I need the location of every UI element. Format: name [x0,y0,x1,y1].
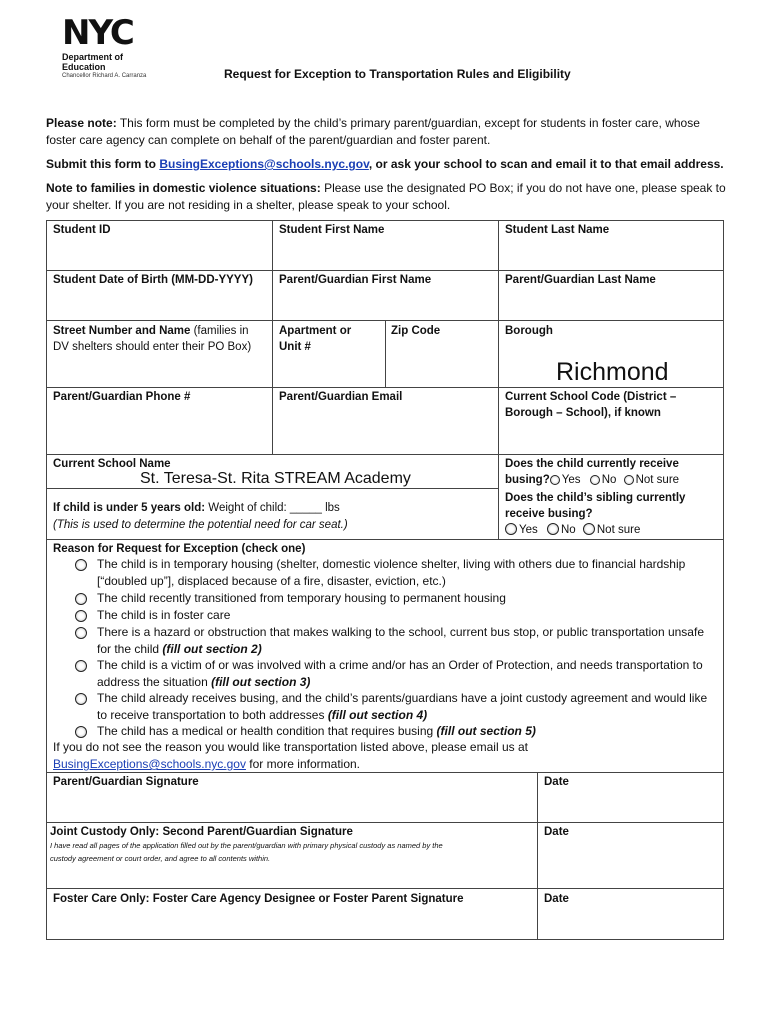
row-divider [46,387,724,388]
reason-5-radio[interactable] [75,660,87,672]
reason-6-radio[interactable] [75,693,87,705]
reason-footer-line2 [53,756,713,773]
guardian-last-name-field[interactable]: Parent/Guardian Last Name [505,274,656,286]
logo-dept-line1: Department of [62,52,124,62]
submit-email-link[interactable]: BusingExceptions@schools.nyc.gov [159,157,369,171]
reason-1 [97,556,722,590]
zip-code-field[interactable]: Zip Code [391,325,441,337]
apartment-line2: Unit # [279,341,311,353]
busing-q-line2-row [505,472,679,488]
dv-text: Please use the designated PO Box; if you do not have one, please speak to your shelter. If you are not residing in a shelter, please speak to your school. [46,181,726,212]
nyc-logo: NYC [62,13,133,53]
street-note-b: DV shelters should enter their PO Box) [53,341,252,353]
busing-no-radio[interactable] [590,475,600,485]
busing-q-line1: Does the child currently receive [505,458,679,470]
joint-note-line1: I have read all pages of the application filled out by the parent/guardian with primary physical custody as named by the [50,841,443,850]
logo-department [62,52,123,72]
guardian-first-name-field[interactable]: Parent/Guardian First Name [279,274,432,286]
reason-6-line2-row [97,707,722,724]
reason-3-radio[interactable] [75,610,87,622]
joint-signature-note [50,839,536,865]
sibling-yes-label: Yes [519,524,538,536]
page-title: Request for Exception to Transportation Rules and Eligibility [224,67,571,81]
student-id-field[interactable]: Student ID [53,224,111,236]
under5-text: Weight of child: _____ lbs [205,502,340,514]
sibling-no-label: No [560,524,576,536]
reason-6-line1: The child already receives busing, and the child’s parents/guardians have a joint custody agreement and would like [97,691,708,705]
busing-not-sure-label: Not sure [635,474,680,486]
reason-footer-text: If you do not see the reason you would like transportation listed above, please email us at [53,740,528,754]
sibling-options [505,522,685,538]
borough-field[interactable]: Borough [505,325,553,337]
row-divider [46,888,724,889]
sibling-no-radio[interactable] [547,523,559,535]
under5-field[interactable] [53,500,340,516]
reason-7-line1: The child has a medical or health condition that requires busing [97,724,437,738]
reason-1-radio[interactable] [75,559,87,571]
school-code-line1: Current School Code (District – [505,391,677,403]
row-divider [46,270,724,271]
note-label: Please note: [46,116,117,130]
apartment-field[interactable] [279,323,351,355]
joint-signature-date[interactable]: Date [544,826,569,838]
apartment-line1: Apartment or [279,325,352,337]
row-divider [46,454,724,455]
reason-5 [97,657,722,691]
school-code-line2: Borough – School), if known [505,407,661,419]
dv-label: Note to families in domestic violence situations: [46,181,321,195]
sibling-not-sure-label: Not sure [596,524,641,536]
sibling-question [505,490,685,538]
intro-submit [46,156,726,173]
sibling-yes-radio[interactable] [505,523,517,535]
row-divider [46,539,724,540]
col-divider [385,320,386,387]
joint-signature-field[interactable]: Joint Custody Only: Second Parent/Guardian Signature [50,826,353,838]
logo-dept-line2: Education [62,62,106,72]
reason-2: The child recently transitioned from temporary housing to permanent housing [97,591,506,605]
reason-4-radio[interactable] [75,627,87,639]
borough-value[interactable]: Richmond [556,358,669,386]
joint-note-line2: custody agreement or court order, and agree to all contents within. [50,854,271,863]
reason-4-section-note: (fill out section 2) [162,642,262,656]
foster-signature-date[interactable]: Date [544,893,569,905]
reason-heading: Reason for Request for Exception (check one) [53,543,306,555]
reason-4-line2: for the child [97,642,163,656]
reason-6-section-note: (fill out section 4) [327,708,428,722]
col-divider [537,772,538,940]
busing-yes-radio[interactable] [550,475,560,485]
under5-note: (This is used to determine the potential need for car seat.) [53,519,348,531]
note-text: This form must be completed by the child’s primary parent/guardian, except for students in foster care, whose foster care agency can complete on behalf of the parent/guardian and foster parent. [46,116,700,147]
reason-7-radio[interactable] [75,726,87,738]
col-divider [498,220,499,539]
reason-5-line2-row [97,674,722,691]
reason-footer-suffix: for more information. [245,757,360,771]
busing-no-label: No [601,474,617,486]
under5-label: If child is under 5 years old: [53,502,206,514]
guardian-email-field[interactable]: Parent/Guardian Email [279,391,403,403]
col-divider [272,220,273,454]
school-name-value[interactable]: St. Teresa-St. Rita STREAM Academy [140,470,411,487]
street-address-field[interactable] [53,323,268,355]
row-divider [46,488,498,489]
footer-email-link[interactable]: BusingExceptions@schools.nyc.gov [53,757,246,771]
logo-chancellor: Chancellor Richard A. Carranza [62,73,147,79]
sibling-q-line1: Does the child’s sibling currently [505,492,686,504]
student-dob-field[interactable]: Student Date of Birth (MM-DD-YYYY) [53,274,253,286]
intro-note [46,115,726,149]
reason-7 [97,723,722,740]
row-divider [46,822,724,823]
guardian-phone-field[interactable]: Parent/Guardian Phone # [53,391,191,403]
reason-5-section-note: (fill out section 3) [211,675,311,689]
foster-signature-field[interactable]: Foster Care Only: Foster Care Agency Designee or Foster Parent Signature [53,893,464,905]
reason-1-line1: The child is in temporary housing (shelter, domestic violence shelter, living with others due to financial hardship [97,557,686,571]
reason-6 [97,690,722,724]
busing-not-sure-radio[interactable] [624,475,634,485]
reason-6-line2: to receive transportation to both addresses [97,708,328,722]
school-code-field[interactable] [505,389,676,421]
reason-3: The child is in foster care [97,608,231,622]
reason-4 [97,624,722,658]
reason-5-line1: The child is a victim of or was involved with a crime and/or has an Order of Protection, and needs transportation to [97,658,703,672]
reason-2-radio[interactable] [75,593,87,605]
student-first-name-field[interactable]: Student First Name [279,224,385,236]
submit-suffix: , or ask your school to scan and email it to that email address. [368,157,724,171]
reason-footer [53,739,713,773]
street-label: Street Number and Name [53,325,191,337]
intro-dv-note [46,180,726,214]
reason-5-line2: address the situation [97,675,212,689]
reason-4-line2-row [97,641,722,658]
school-name-field[interactable]: Current School Name [53,458,171,470]
sibling-not-sure-radio[interactable] [583,523,595,535]
guardian-signature-field[interactable]: Parent/Guardian Signature [53,776,199,788]
student-last-name-field[interactable]: Student Last Name [505,224,610,236]
reason-7-section-note: (fill out section 5) [436,724,536,738]
street-note-a: (families in [190,325,249,337]
submit-prefix: Submit this form to [46,157,160,171]
reason-4-line1: There is a hazard or obstruction that makes walking to the school, current bus stop, or public transportation unsafe [97,625,704,639]
sibling-q-line2: receive busing? [505,508,593,520]
busing-question [505,456,679,488]
busing-q-line2: busing? [505,474,550,486]
busing-yes-label: Yes [561,474,581,486]
reason-1-line2: [“doubled up”], displaced because of a fire, disaster, eviction, etc.) [97,574,446,588]
guardian-signature-date[interactable]: Date [544,776,569,788]
